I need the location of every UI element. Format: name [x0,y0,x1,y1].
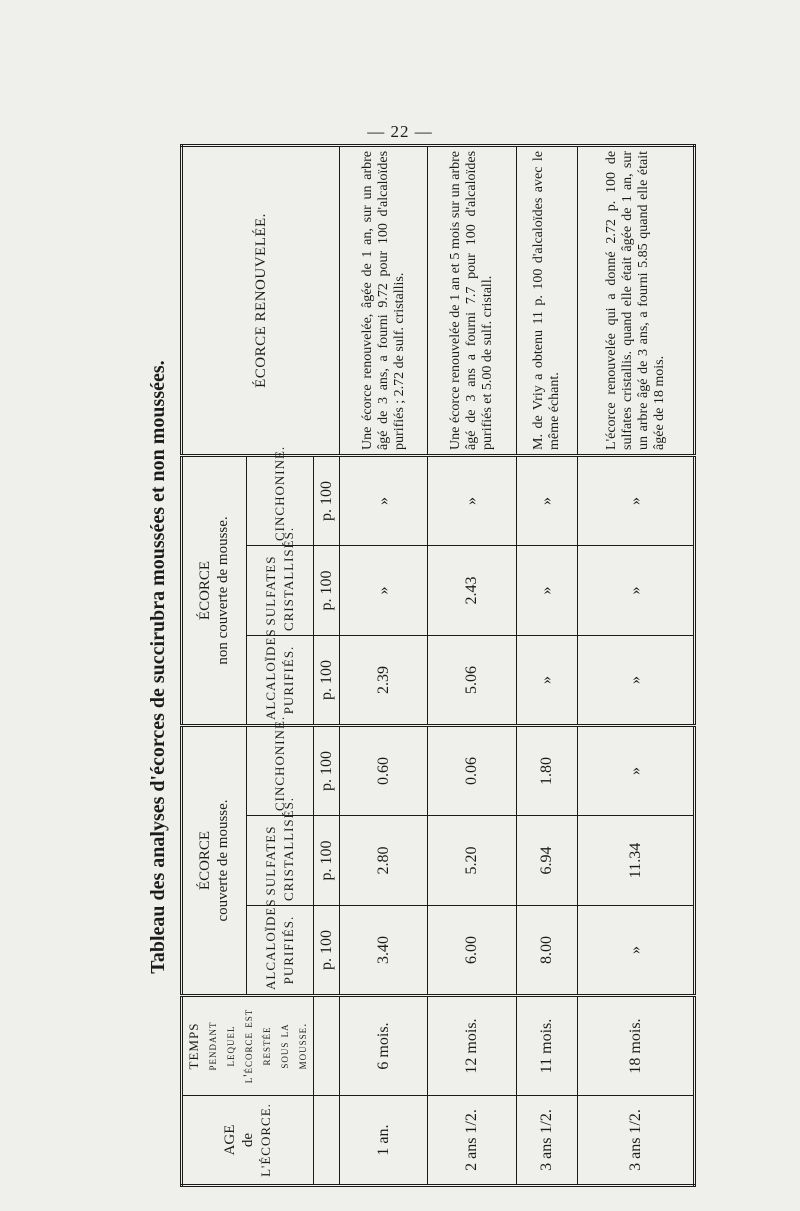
value-cell: » [340,455,428,545]
renewed-note: L'écorce renouvelée qui a donné 2.72 p. 100 de sulfates cristallis. quand elle était âgée de 1 an, sur un arbre âgé de 3 ans, a fourni 5.85 quand elle était âgée de 18 mois. [578,145,695,455]
table-row [428,145,516,1185]
table-row [578,145,695,1185]
analysis-table [180,144,696,1187]
page-number: — 22 — [367,122,433,141]
value-cell: » [578,725,695,815]
temps-cell: 6 mois. [340,996,428,1096]
header-uncovered-alcaloides: ALCALOÏDES PURIFIÉS. [246,635,313,725]
temps-cell: 18 mois. [578,996,695,1096]
renewed-note: Une écorce renouvelée de 1 an et 5 mois sur un arbre âgé de 3 ans a fourni 7.7 pour 100 d'alcaloïdes purifiés et 5.00 de sulf. cristall. [428,145,516,455]
value-cell: 6.00 [428,906,516,996]
value-cell: 1.80 [516,725,578,815]
temps-cell: 11 mois. [516,996,578,1096]
header-temps: TEMPS pendant lequel l'écorce est restée sous la mousse. [182,996,314,1096]
rotated-table-block [140,147,700,1187]
table-row [516,145,578,1185]
header-covered-cinchonine: CINCHONINE. [246,725,313,815]
value-cell: » [578,545,695,635]
value-cell: » [516,455,578,545]
table-row [340,145,428,1185]
unit-label: p. 100 [314,816,340,906]
age-cell: 2 ans 1/2. [428,1096,516,1186]
value-cell: 2.80 [340,816,428,906]
header-age: AGE de L'ÉCORCE. [182,1096,314,1186]
unit-spacer [314,1096,340,1186]
value-cell: 0.60 [340,725,428,815]
value-cell: 3.40 [340,906,428,996]
header-group-renewed: ÉCORCE RENOUVELÉE. [182,145,340,455]
age-cell: 1 an. [340,1096,428,1186]
unit-label: p. 100 [314,455,340,545]
unit-label: p. 100 [314,725,340,815]
temps-cell: 12 mois. [428,996,516,1096]
value-cell: » [578,635,695,725]
value-cell: » [340,545,428,635]
header-uncovered-sulfates: SULFATES CRISTALLISÉS. [246,545,313,635]
value-cell: » [578,455,695,545]
renewed-note: M. de Vriy a obtenu 11 p. 100 d'alcaloïdes avec le même échant. [516,145,578,455]
header-covered-sulfates: SULFATES CRISTALLISÉS. [246,816,313,906]
value-cell: 2.39 [340,635,428,725]
value-cell: 8.00 [516,906,578,996]
renewed-note: Une écorce renouvelée, âgée de 1 an, sur un arbre âgé de 3 ans, a fourni 9.72 pour 100 d'alcaloïdes purifiés ; 2.72 de sulf. cristallis. [340,145,428,455]
value-cell: 11.34 [578,816,695,906]
header-group-uncovered: ÉCORCE non couverte de mousse. [182,455,247,725]
header-uncovered-cinchonine: CINCHONINE. [246,455,313,545]
age-cell: 3 ans 1/2. [578,1096,695,1186]
value-cell: 5.20 [428,816,516,906]
value-cell: 5.06 [428,635,516,725]
age-cell: 3 ans 1/2. [516,1096,578,1186]
value-cell: 6.94 [516,816,578,906]
value-cell: » [428,455,516,545]
value-cell: » [516,635,578,725]
unit-label: p. 100 [314,545,340,635]
unit-label: p. 100 [314,635,340,725]
unit-spacer [314,996,340,1096]
header-covered-alcaloides: ALCALOÏDES PURIFIÉS. [246,906,313,996]
value-cell: » [516,545,578,635]
value-cell: 0.06 [428,725,516,815]
value-cell: » [578,906,695,996]
table-title: Tableau des analyses d'écorces de succirubra moussées et non moussées. [147,360,169,974]
value-cell: 2.43 [428,545,516,635]
unit-label: p. 100 [314,906,340,996]
header-group-covered: ÉCORCE couverte de mousse. [182,725,247,995]
